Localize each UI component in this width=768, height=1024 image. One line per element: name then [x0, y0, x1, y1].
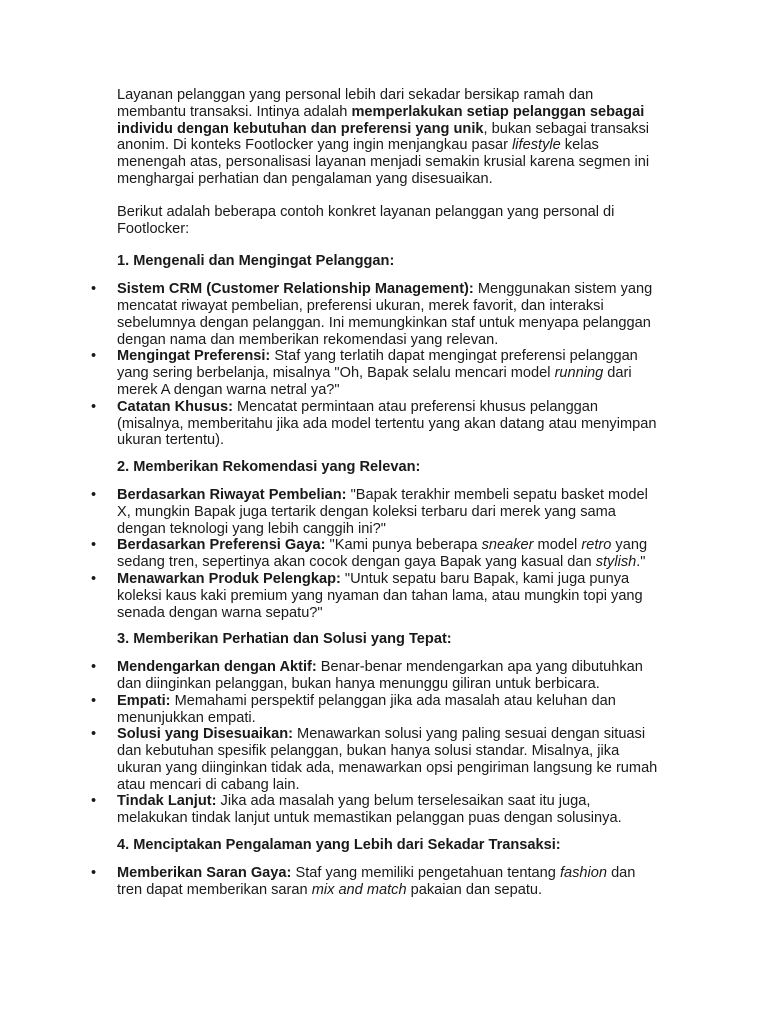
text-run: model	[533, 537, 582, 554]
bullet-list	[91, 864, 662, 899]
text-run: "Kami punya beberapa	[325, 537, 482, 554]
text-run: , bukan sebagai transaksi anonim. Di konteks Footlocker yang ingin menjangkau pasar	[117, 120, 650, 154]
bullet-icon: •	[91, 793, 97, 810]
italic-term: sneaker	[481, 537, 534, 554]
bullet-list	[91, 659, 662, 827]
bold-term: Sistem CRM (Customer Relationship Management):	[117, 281, 474, 298]
list-item	[91, 537, 662, 571]
bullet-icon: •	[91, 726, 97, 743]
bullet-icon: •	[91, 281, 97, 298]
bold-term: Tindak Lanjut:	[117, 793, 217, 810]
text-run: Jika ada masalah yang belum terselesaikan saat itu juga, melakukan tindak lanjut untuk memastikan pelanggan puas dengan solusinya.	[117, 793, 622, 827]
text-run: Benar-benar mendengarkan apa yang dibutuhkan dan diinginkan pelanggan, bukan hanya menunggu giliran untuk berbicara.	[117, 659, 643, 692]
bold-term: memperlakukan setiap pelanggan sebagai individu dengan kebutuhan dan preferensi yang unik	[117, 103, 645, 137]
italic-term: lifestyle	[512, 137, 561, 154]
bold-term: Catatan Khusus:	[117, 398, 233, 415]
intro-paragraph	[117, 87, 662, 188]
bullet-icon: •	[91, 486, 97, 503]
bold-term: Mengingat Preferensi:	[117, 348, 271, 365]
bullet-list	[91, 486, 662, 621]
section-heading: 4. Menciptakan Pengalaman yang Lebih dari Sekadar Transaksi:	[117, 837, 561, 854]
bold-term: Memberikan Saran Gaya:	[117, 864, 292, 881]
list-item	[91, 793, 662, 827]
text-run: Menawarkan solusi yang paling sesuai dengan situasi dan kebutuhan spesifik pelanggan, bukan hanya solusi standar. Misalnya, jika ukuran yang diinginkan tidak ada, menawarkan opsi pengiriman langsung ke rumah atau mencari di cabang lain.	[117, 726, 658, 793]
text-run: Staf yang memiliki pengetahuan tentang	[291, 864, 560, 881]
bullet-list	[91, 281, 662, 449]
text-run: Menggunakan sistem yang mencatat riwayat pembelian, preferensi ukuran, merek favorit, dan interaksi sebelumnya dengan pelanggan. Ini memungkinkan staf untuk menyapa pelanggan dengan nama dan memberikan rekomendasi yang relevan.	[117, 281, 653, 348]
list-item	[91, 281, 662, 348]
text-run: dan tren dapat memberikan saran	[117, 864, 636, 898]
bold-term: Menawarkan Produk Pelengkap:	[117, 570, 341, 587]
italic-term: stylish	[595, 554, 637, 571]
section-heading: 2. Memberikan Rekomendasi yang Relevan:	[117, 459, 421, 476]
list-item	[91, 570, 662, 621]
list-item	[91, 864, 662, 899]
text-run: yang sedang tren, sepertinya akan cocok dengan gaya Bapak yang kasual dan	[117, 537, 648, 571]
sections-container	[91, 253, 662, 898]
italic-term: running	[554, 365, 604, 382]
italic-term: fashion	[559, 864, 608, 881]
bullet-icon: •	[91, 537, 97, 554]
text-run: kelas menengah atas, personalisasi layanan menjadi semakin krusial karena segmen ini menghargai perhatian dan pengalaman yang disesuaikan.	[117, 137, 650, 187]
bold-term: Empati:	[117, 692, 171, 709]
italic-term: retro	[581, 537, 612, 554]
lead-paragraph: Berikut adalah beberapa contoh konkret layanan pelanggan yang personal di Footlocker:	[117, 203, 615, 237]
section-heading: 1. Mengenali dan Mengingat Pelanggan:	[117, 253, 395, 270]
text-run: pakaian dan sepatu.	[406, 881, 543, 898]
bold-term: Berdasarkan Preferensi Gaya:	[117, 537, 326, 554]
text-run: Staf yang terlatih dapat mengingat preferensi pelanggan yang sering berbelanja, misalnya "Oh, Bapak selalu mencari model	[117, 348, 638, 382]
text-run: Layanan pelanggan yang personal lebih dari sekadar bersikap ramah dan membantu transaksi. Intinya adalah	[117, 87, 594, 120]
text-run: "Bapak terakhir membeli sepatu basket model X, mungkin Bapak juga tertarik dengan koleksi terbaru dari merek yang sama dengan teknologi yang lebih canggih ini?"	[117, 486, 648, 537]
bold-term: Berdasarkan Riwayat Pembelian:	[117, 486, 347, 503]
text-run: ."	[636, 554, 646, 571]
italic-term: mix and match	[311, 881, 407, 898]
list-item	[91, 398, 662, 449]
text-run: Memahami perspektif pelanggan jika ada masalah atau keluhan dan menunjukkan empati.	[117, 692, 616, 726]
section-heading: 3. Memberikan Perhatian dan Solusi yang Tepat:	[117, 631, 452, 648]
bold-term: Mendengarkan dengan Aktif:	[117, 659, 317, 676]
text-run: Mencatat permintaan atau preferensi khusus pelanggan (misalnya, memberitahu jika ada model tertentu yang akan datang atau menyimpan ukuran tertentu).	[117, 398, 657, 449]
document-body	[91, 87, 662, 908]
bullet-icon: •	[91, 570, 97, 587]
bullet-icon: •	[91, 864, 97, 881]
text-run: "Untuk sepatu baru Bapak, kami juga punya koleksi kaus kaki premium yang nyaman dan tahan lama, atau mungkin topi yang senada dengan warna sepatu?"	[117, 570, 643, 621]
text-run: dari merek A dengan warna netral ya?"	[117, 365, 632, 398]
bullet-icon: •	[91, 659, 97, 676]
list-item	[91, 348, 662, 398]
list-item	[91, 692, 662, 727]
bullet-icon: •	[91, 692, 97, 709]
list-item	[91, 486, 662, 537]
list-item	[91, 659, 662, 693]
list-item	[91, 726, 662, 793]
bold-term: Solusi yang Disesuaikan:	[117, 726, 293, 743]
bullet-icon: •	[91, 348, 97, 365]
bullet-icon: •	[91, 398, 97, 415]
